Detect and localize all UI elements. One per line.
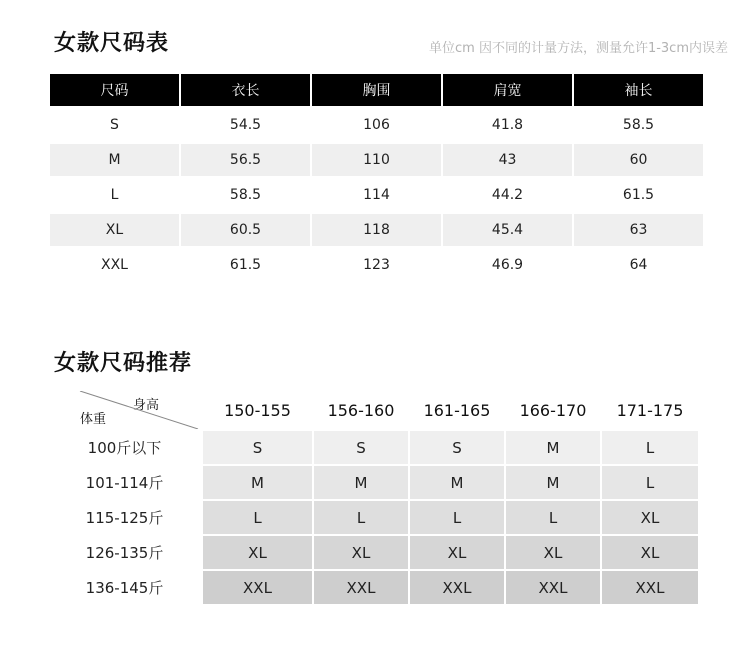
cell-size: M	[50, 144, 179, 176]
cell-chest: 106	[363, 117, 390, 133]
table-row	[48, 466, 698, 499]
height-header: 156-160	[314, 391, 410, 429]
height-header: 150-155	[203, 391, 314, 429]
recommend-header-row	[48, 391, 698, 429]
cell-chest: 114	[363, 187, 390, 203]
cell-length: 61.5	[229, 257, 262, 273]
cell-sleeve: 58.5	[622, 117, 655, 133]
recommend-title: 女款尺码推荐	[54, 351, 193, 376]
table-row	[50, 144, 703, 176]
size-cell: XXL	[602, 571, 698, 604]
table-row	[48, 501, 698, 534]
size-cell: S	[203, 431, 314, 464]
size-cell: M	[203, 466, 314, 499]
cell-shoulder: 45.4	[443, 214, 572, 246]
size-cell: L	[314, 501, 410, 534]
cell-size: XXL	[101, 257, 128, 273]
size-chart-header-row	[50, 74, 703, 106]
header-chest: 胸围	[312, 74, 441, 106]
corner-height-label: 身高	[132, 398, 159, 413]
cell-length: 60.5	[181, 214, 310, 246]
corner-weight-label: 体重	[80, 412, 107, 427]
cell-sleeve: 63	[574, 214, 703, 246]
cell-sleeve: 61.5	[622, 187, 655, 203]
cell-shoulder: 46.9	[491, 257, 524, 273]
size-chart-table	[48, 71, 705, 284]
recommend-table	[48, 389, 698, 606]
size-cell: L	[203, 501, 314, 534]
header-size: 尺码	[50, 74, 179, 106]
corner-cell	[48, 391, 203, 429]
cell-chest: 118	[312, 214, 441, 246]
header-shoulder: 肩宽	[443, 74, 572, 106]
size-cell: S	[314, 431, 410, 464]
size-chart-title: 女款尺码表	[54, 31, 170, 56]
weight-label: 115-125斤	[48, 501, 203, 534]
size-cell: L	[506, 501, 602, 534]
size-cell: M	[506, 431, 602, 464]
size-cell: XL	[314, 536, 410, 569]
cell-size: L	[110, 187, 119, 203]
table-row	[50, 109, 703, 141]
size-cell: M	[506, 466, 602, 499]
cell-chest: 123	[363, 257, 390, 273]
cell-sleeve: 60	[574, 144, 703, 176]
weight-label: 101-114斤	[48, 466, 203, 499]
height-header: 161-165	[410, 391, 506, 429]
size-cell: XXL	[506, 571, 602, 604]
cell-shoulder: 43	[443, 144, 572, 176]
diagonal-divider	[48, 391, 203, 429]
size-cell: XL	[203, 536, 314, 569]
height-header: 171-175	[602, 391, 698, 429]
cell-length: 56.5	[181, 144, 310, 176]
size-cell: M	[314, 466, 410, 499]
size-cell: S	[410, 431, 506, 464]
table-row	[50, 214, 703, 246]
table-row	[50, 249, 703, 281]
size-cell: L	[602, 466, 698, 499]
size-cell: L	[602, 431, 698, 464]
measurement-note: 单位cm 因不同的计量方法，测量允许1-3cm内误差	[429, 41, 728, 56]
size-cell: XXL	[410, 571, 506, 604]
size-cell: XL	[602, 501, 698, 534]
size-cell: XXL	[203, 571, 314, 604]
cell-length: 58.5	[229, 187, 262, 203]
weight-label: 126-135斤	[48, 536, 203, 569]
cell-shoulder: 41.8	[491, 117, 524, 133]
size-cell: L	[410, 501, 506, 534]
cell-shoulder: 44.2	[491, 187, 524, 203]
size-cell: XL	[602, 536, 698, 569]
table-row	[48, 431, 698, 464]
cell-size: XL	[50, 214, 179, 246]
cell-chest: 110	[312, 144, 441, 176]
cell-sleeve: 64	[629, 257, 648, 273]
size-cell: XL	[506, 536, 602, 569]
table-row	[48, 571, 698, 604]
header-length: 衣长	[181, 74, 310, 106]
size-cell: XXL	[314, 571, 410, 604]
cell-length: 54.5	[229, 117, 262, 133]
size-cell: XL	[410, 536, 506, 569]
weight-label: 100斤以下	[48, 431, 203, 464]
header-sleeve: 袖长	[574, 74, 703, 106]
size-cell: M	[410, 466, 506, 499]
table-row	[48, 536, 698, 569]
table-row	[50, 179, 703, 211]
weight-label: 136-145斤	[48, 571, 203, 604]
cell-size: S	[110, 117, 119, 133]
height-header: 166-170	[506, 391, 602, 429]
